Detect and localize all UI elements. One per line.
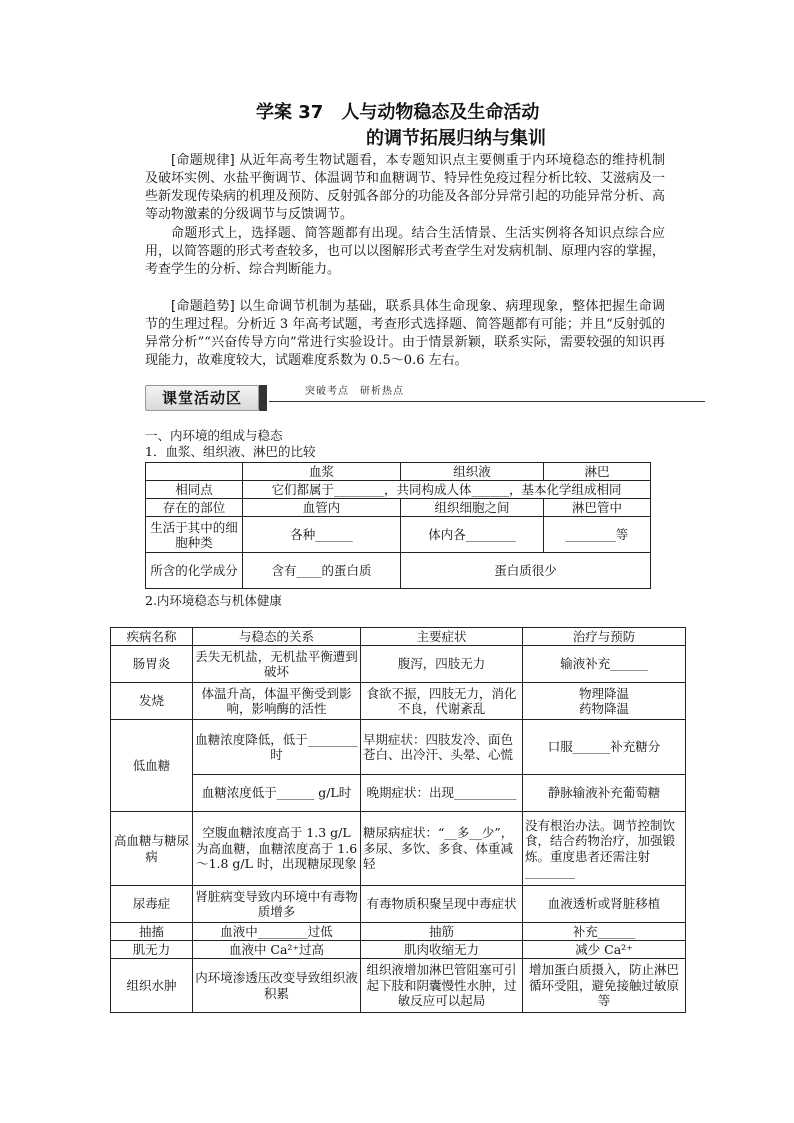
table2-row-treatment: 减少 Ca²⁺ [523,941,686,959]
table2-row-name: 肌无力 [111,941,193,959]
table2-row-name: 发烧 [111,683,193,720]
homeostasis-disease-table [110,627,686,1013]
table1-location-tissue: 组织细胞之间 [401,499,544,517]
table1-location-label: 存在的部位 [146,499,243,517]
table2-header-symptom: 主要症状 [361,628,523,646]
subheading-health: 2.内环境稳态与机体健康 [145,593,282,608]
table2-row-treatment: 补充______ [523,923,686,941]
table1-cells-label: 生活于其中的细胞种类 [146,517,243,553]
trend-paragraph [145,298,665,370]
table2-row-relation: 体温升高，体温平衡受到影响，影响酶的活性 [193,683,361,720]
table2-row-relation: 血糖浓度降低，低于________时 [193,720,361,775]
table2-row-name: 尿毒症 [111,886,193,923]
table1-cells-plasma: 各种______ [243,517,401,553]
table1-common-text: 它们都属于________，共同构成人体______，基本化学组成相同 [243,481,651,499]
page-title-line2: 的调节拓展归纳与集训 [366,128,546,149]
table2-row-symptom: 组织液增加淋巴管阻塞可引起下肢和阴囊慢性水肿，过敏反应可以起局 [361,959,523,1013]
table2-row-treatment: 静脉输液补充葡萄糖 [523,775,686,812]
table2-row-treatment: 血液透析或肾脏移植 [523,886,686,923]
section-heading: 一、内环境的组成与稳态 [145,428,283,443]
table2-row-name: 组织水肿 [111,959,193,1013]
table2-row-name: 抽搐 [111,923,193,941]
table2-row-treatment: 输液补充______ [523,646,686,683]
table1-header-tissue-fluid: 组织液 [401,463,544,481]
banner-bar [259,385,267,411]
table2-row-symptom: 肌肉收缩无力 [361,941,523,959]
table1-cells-tissue: 体内各________ [401,517,544,553]
table2-row-symptom: 晚期症状：出现__________ [361,775,523,812]
table2-row-relation: 血糖浓度低于______ g/L时 [193,775,361,812]
subheading-comparison: 1．血浆、组织液、淋巴的比较 [145,444,316,459]
page-title-line1: 学案 37 人与动物稳态及生命活动 [256,102,540,123]
table2-row-relation: 丢失无机盐，无机盐平衡遭到破坏 [193,646,361,683]
table1-header-empty [146,463,243,481]
table2-row-relation: 肾脏病变导致内环境中有毒物质增多 [193,886,361,923]
table1-location-lymph: 淋巴管中 [544,499,651,517]
table2-row-symptom: 早期症状：四肢发冷、面色苍白、出冷汗、头晕、心慌 [361,720,523,775]
table2-row-relation: 血液中________过低 [193,923,361,941]
table1-header-plasma: 血浆 [243,463,401,481]
table2-row-relation: 内环境渗透压改变导致组织液积累 [193,959,361,1013]
table2-row-symptom: 有毒物质积聚呈现中毒症状 [361,886,523,923]
banner-subtitle: 突破考点 研析热点 [305,386,404,397]
trend-label: [命题趋势] [171,299,235,314]
table2-row-name: 肠胃炎 [111,646,193,683]
banner-label: 课堂活动区 [145,385,259,411]
table1-header-lymph: 淋巴 [544,463,651,481]
table2-row-relation: 空腹血糖浓度高于 1.3 g/L 为高血糖，血糖浓度高于 1.6～1.8 g/L 时，出现糖尿现象 [193,812,361,886]
rule-text: 从近年高考生物试题看，本专题知识点主要侧重于内环境稳态的维持机制及破坏实例、水盐平衡调节、体温调节和血糖调节、特异性免疫过程分析比较、艾滋病及一些新发现传染病的机理及预防、反射弧各部分的功能及各部分异常引起的功能异常分析、高等动物激素的分级调节与反馈调节。 [145,153,666,222]
table2-row-symptom: 糖尿病症状：“__多__少”，多尿、多饮、多食、体重减轻 [361,812,523,886]
table1-composition-label: 所含的化学成分 [146,553,243,589]
table2-row-name: 低血糖 [111,720,193,812]
table1-common-label: 相同点 [146,481,243,499]
table2-header-disease: 疾病名称 [111,628,193,646]
table2-row-symptom: 抽筋 [361,923,523,941]
table2-row-treatment: 没有根治办法。调节控制饮食，结合药物治疗，加强锻炼。重度患者还需注射________ [523,812,686,886]
trend-text: 以生命调节机制为基础，联系具体生命现象、病理现象，整体把握生命调节的生理过程。分析近 3 年高考试题，考查形式选择题、简答题都有可能；并且“反射弧的异常分析”“兴奋传导方向”常进行实验设计。由于情景新颖，联系实际，需要较强的知识再现能力，故难度较大，试题难度系数为 0.5～0.6 左右。 [145,299,665,368]
table1-location-plasma: 血管内 [243,499,401,517]
table2-row-treatment: 增加蛋白质摄入，防止淋巴循环受阻，避免接触过敏原等 [523,959,686,1013]
table1-composition-others: 蛋白质很少 [401,553,651,589]
rule-label: [命题规律] [171,153,235,168]
table2-row-name: 高血糖与糖尿病 [111,812,193,886]
table2-header-treatment: 治疗与预防 [523,628,686,646]
table2-row-symptom: 食欲不振，四肢无力，消化不良，代谢紊乱 [361,683,523,720]
table2-row-symptom: 腹泻，四肢无力 [361,646,523,683]
fluid-comparison-table [145,462,651,589]
table2-row-treatment: 物理降温 药物降温 [523,683,686,720]
table2-header-relation: 与稳态的关系 [193,628,361,646]
table2-row-relation: 血液中 Ca²⁺过高 [193,941,361,959]
table1-composition-plasma: 含有____的蛋白质 [243,553,401,589]
rule-paragraph [145,152,665,224]
table2-row-treatment: 口服______补充糖分 [523,720,686,775]
form-paragraph: 命题形式上，选择题、简答题都有出现。结合生活情景、生活实例将各知识点综合应用，以简答题的形式考查较多，也可以以图解形式考查学生对发病机制、原理内容的掌握，考查学生的分析、综合判断能力。 [145,226,666,277]
section-banner [145,382,705,412]
table1-cells-lymph: ________等 [544,517,651,553]
banner-rule [269,401,705,402]
